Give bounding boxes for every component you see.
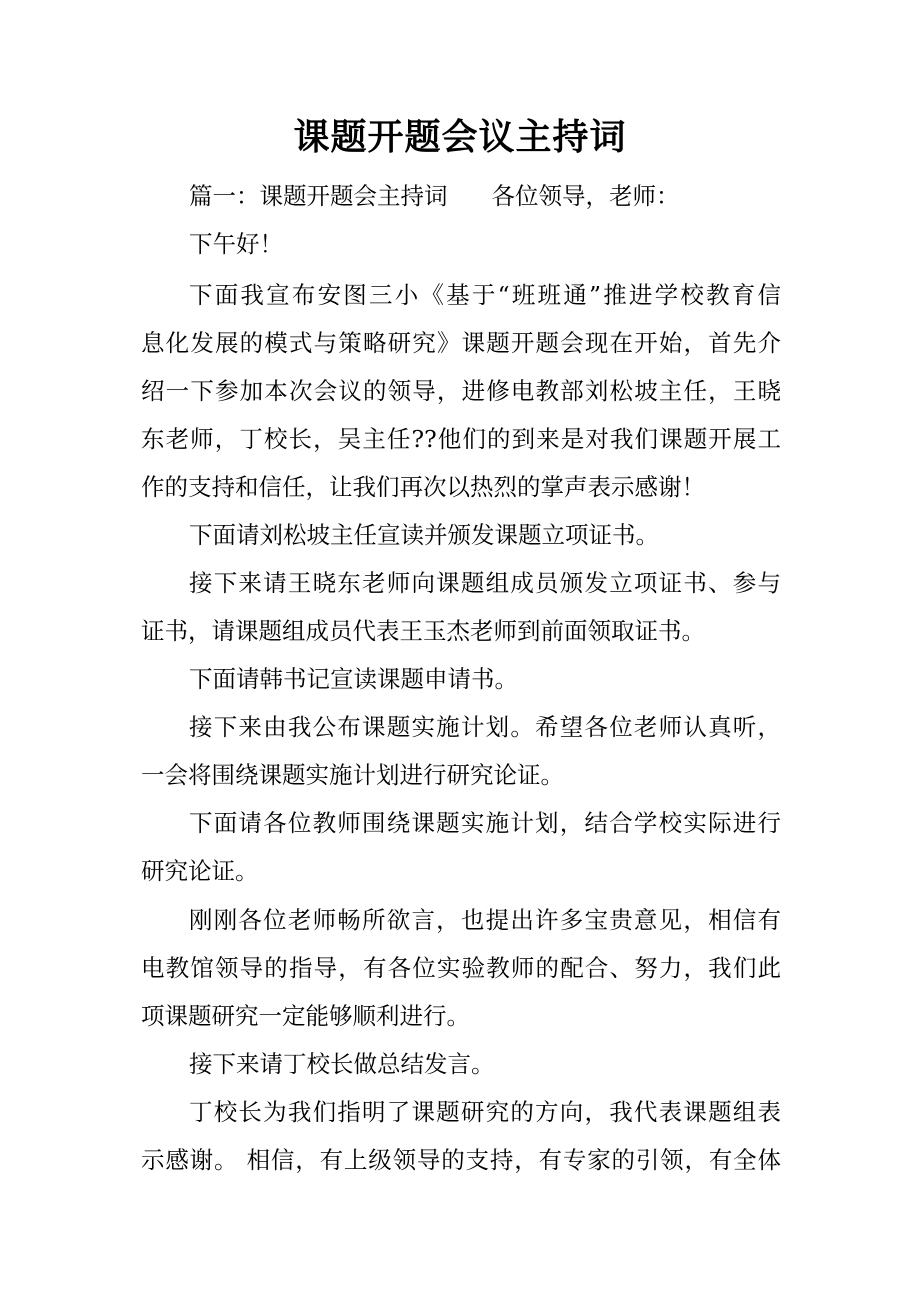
text-line: 一会将围绕课题实施计划进行研究论证。 bbox=[141, 761, 564, 789]
greeting-line: 下午好！ bbox=[189, 230, 283, 258]
text-line: 绍一下参加本次会议的领导，进修电教部刘松坡主任，王晓 bbox=[141, 377, 781, 405]
text-line: 东老师，丁校长，吴主任??他们的到来是对我们课题开展工 bbox=[141, 425, 781, 453]
text-line: 丁校长为我们指明了课题研究的方向，我代表课题组表 bbox=[189, 1098, 781, 1126]
text-line: 研究论证。 bbox=[141, 857, 259, 885]
text-line: 接下来请王晓东老师向课题组成员颁发立项证书、参与 bbox=[189, 569, 781, 597]
text-line: 刚刚各位老师畅所欲言，也提出许多宝贵意见，相信有 bbox=[189, 906, 781, 934]
text-line: 接下来由我公布课题实施计划。希望各位老师认真听， bbox=[189, 713, 781, 741]
text-line: 项课题研究一定能够顺利进行。 bbox=[141, 1002, 470, 1030]
text-line: 作的支持和信任，让我们再次以热烈的掌声表示感谢！ bbox=[141, 473, 705, 501]
text-line: 接下来请丁校长做总结发言。 bbox=[189, 1050, 495, 1078]
salutation: 各位领导，老师： bbox=[491, 182, 680, 210]
text-line: 下面请各位教师围绕课题实施计划，结合学校实际进行 bbox=[189, 809, 781, 837]
section-heading: 篇一：课题开题会主持词 bbox=[189, 182, 448, 210]
text-line: 息化发展的模式与策略研究》课题开题会现在开始，首先介 bbox=[141, 329, 781, 357]
heading-line bbox=[189, 181, 781, 211]
document-title: 课题开题会议主持词 bbox=[293, 116, 627, 158]
text-line: 电教馆领导的指导，有各位实验教师的配合、努力，我们此 bbox=[141, 954, 781, 982]
text-line: 下面我宣布安图三小《基于“班班通”推进学校教育信 bbox=[189, 281, 781, 309]
text-line: 示感谢。 相信，有上级领导的支持，有专家的引领，有全体 bbox=[141, 1146, 781, 1174]
text-line: 下面请韩书记宣读课题申请书。 bbox=[189, 665, 518, 693]
text-line: 下面请刘松坡主任宣读并颁发课题立项证书。 bbox=[189, 521, 659, 549]
text-line: 证书，请课题组成员代表王玉杰老师到前面领取证书。 bbox=[141, 617, 705, 645]
